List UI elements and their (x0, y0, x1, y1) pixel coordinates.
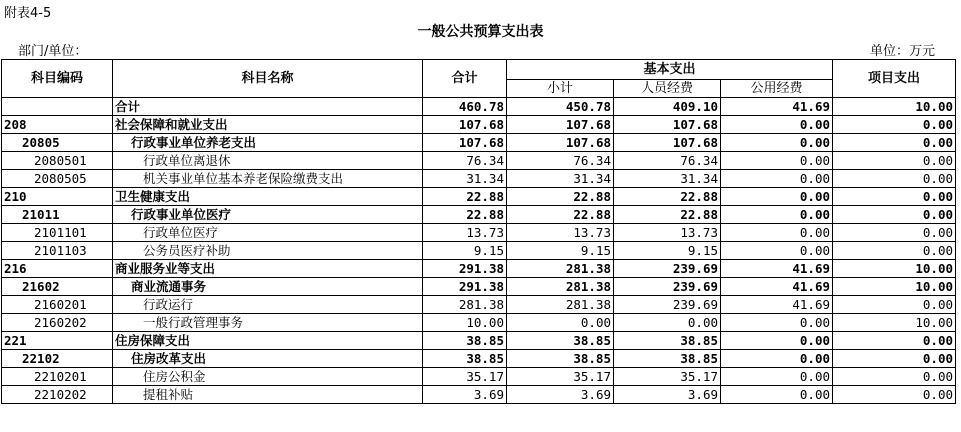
cell-name: 提租补贴 (113, 386, 423, 404)
cell-project: 0.00 (833, 242, 956, 260)
table-row (2, 152, 956, 170)
cell-name: 一般行政管理事务 (113, 314, 423, 332)
cell-code: 221 (2, 332, 113, 350)
table-row (2, 188, 956, 206)
cell-total: 38.85 (423, 350, 507, 368)
cell-name: 社会保障和就业支出 (113, 116, 423, 134)
table-row (2, 350, 956, 368)
cell-subtotal: 13.73 (507, 224, 614, 242)
cell-public: 0.00 (721, 152, 833, 170)
cell-subtotal: 0.00 (507, 314, 614, 332)
cell-code: 2160202 (2, 314, 113, 332)
cell-code: 21602 (2, 278, 113, 296)
cell-project: 0.00 (833, 116, 956, 134)
cell-subtotal: 281.38 (507, 296, 614, 314)
cell-personnel: 107.68 (614, 134, 721, 152)
cell-personnel: 239.69 (614, 278, 721, 296)
table-row (2, 170, 956, 188)
cell-code: 2080505 (2, 170, 113, 188)
cell-subtotal: 281.38 (507, 278, 614, 296)
table-row (2, 242, 956, 260)
header-personnel: 人员经费 (614, 80, 721, 98)
budget-table (1, 59, 956, 404)
page-title: 一般公共预算支出表 (417, 24, 544, 40)
table-body (2, 98, 956, 404)
cell-personnel: 3.69 (614, 386, 721, 404)
table-row (2, 116, 956, 134)
cell-total: 31.34 (423, 170, 507, 188)
header-total: 合计 (423, 60, 507, 98)
cell-total: 107.68 (423, 116, 507, 134)
cell-code: 22102 (2, 350, 113, 368)
cell-project: 0.00 (833, 152, 956, 170)
cell-personnel: 38.85 (614, 350, 721, 368)
cell-public: 41.69 (721, 260, 833, 278)
cell-name: 行政事业单位养老支出 (113, 134, 423, 152)
cell-name: 住房公积金 (113, 368, 423, 386)
cell-total: 22.88 (423, 206, 507, 224)
cell-code: 208 (2, 116, 113, 134)
cell-personnel: 239.69 (614, 296, 721, 314)
header-basic: 基本支出 (507, 60, 833, 80)
cell-public: 0.00 (721, 368, 833, 386)
cell-personnel: 38.85 (614, 332, 721, 350)
cell-subtotal: 76.34 (507, 152, 614, 170)
cell-total: 3.69 (423, 386, 507, 404)
cell-total: 291.38 (423, 260, 507, 278)
cell-subtotal: 3.69 (507, 386, 614, 404)
cell-personnel: 107.68 (614, 116, 721, 134)
cell-subtotal: 22.88 (507, 206, 614, 224)
cell-public: 41.69 (721, 98, 833, 116)
cell-personnel: 0.00 (614, 314, 721, 332)
cell-name: 住房保障支出 (113, 332, 423, 350)
cell-public: 0.00 (721, 206, 833, 224)
cell-public: 0.00 (721, 116, 833, 134)
cell-name: 行政单位离退休 (113, 152, 423, 170)
cell-code: 2210202 (2, 386, 113, 404)
cell-total: 76.34 (423, 152, 507, 170)
cell-project: 0.00 (833, 332, 956, 350)
cell-personnel: 13.73 (614, 224, 721, 242)
cell-personnel: 35.17 (614, 368, 721, 386)
cell-subtotal: 35.17 (507, 368, 614, 386)
cell-public: 0.00 (721, 314, 833, 332)
cell-subtotal: 9.15 (507, 242, 614, 260)
table-row (2, 314, 956, 332)
cell-name: 住房改革支出 (113, 350, 423, 368)
cell-project: 0.00 (833, 368, 956, 386)
table-row (2, 332, 956, 350)
cell-project: 10.00 (833, 98, 956, 116)
table-row (2, 206, 956, 224)
cell-project: 0.00 (833, 386, 956, 404)
cell-project: 0.00 (833, 206, 956, 224)
header-public: 公用经费 (721, 80, 833, 98)
table-row (2, 224, 956, 242)
table-row (2, 386, 956, 404)
cell-total: 10.00 (423, 314, 507, 332)
cell-total: 22.88 (423, 188, 507, 206)
cell-total: 460.78 (423, 98, 507, 116)
cell-public: 41.69 (721, 296, 833, 314)
cell-public: 0.00 (721, 386, 833, 404)
table-row (2, 98, 956, 116)
cell-personnel: 239.69 (614, 260, 721, 278)
cell-name: 行政单位医疗 (113, 224, 423, 242)
unit-label: 单位：万元 (869, 44, 935, 59)
dept-label: 部门/单位： (18, 44, 88, 59)
cell-project: 0.00 (833, 350, 956, 368)
cell-name: 商业服务业等支出 (113, 260, 423, 278)
table-row (2, 260, 956, 278)
cell-total: 13.73 (423, 224, 507, 242)
cell-project: 10.00 (833, 260, 956, 278)
cell-personnel: 409.10 (614, 98, 721, 116)
cell-public: 0.00 (721, 332, 833, 350)
cell-total: 35.17 (423, 368, 507, 386)
cell-name: 商业流通事务 (113, 278, 423, 296)
cell-code: 21011 (2, 206, 113, 224)
cell-personnel: 22.88 (614, 188, 721, 206)
cell-subtotal: 107.68 (507, 116, 614, 134)
cell-subtotal: 38.85 (507, 350, 614, 368)
cell-total: 107.68 (423, 134, 507, 152)
cell-public: 0.00 (721, 350, 833, 368)
cell-code: 20805 (2, 134, 113, 152)
cell-code (2, 98, 113, 116)
cell-code: 216 (2, 260, 113, 278)
cell-project: 0.00 (833, 134, 956, 152)
cell-code: 2210201 (2, 368, 113, 386)
cell-public: 0.00 (721, 242, 833, 260)
cell-public: 0.00 (721, 188, 833, 206)
cell-project: 0.00 (833, 188, 956, 206)
cell-total: 9.15 (423, 242, 507, 260)
cell-total: 38.85 (423, 332, 507, 350)
cell-project: 0.00 (833, 170, 956, 188)
cell-personnel: 31.34 (614, 170, 721, 188)
table-row (2, 278, 956, 296)
cell-name: 卫生健康支出 (113, 188, 423, 206)
cell-public: 41.69 (721, 278, 833, 296)
header-code: 科目编码 (2, 60, 113, 98)
cell-name: 机关事业单位基本养老保险缴费支出 (113, 170, 423, 188)
cell-name: 行政事业单位医疗 (113, 206, 423, 224)
cell-subtotal: 38.85 (507, 332, 614, 350)
cell-project: 0.00 (833, 224, 956, 242)
cell-public: 0.00 (721, 224, 833, 242)
cell-name: 合计 (113, 98, 423, 116)
cell-subtotal: 31.34 (507, 170, 614, 188)
cell-project: 10.00 (833, 314, 956, 332)
cell-subtotal: 450.78 (507, 98, 614, 116)
cell-code: 2101103 (2, 242, 113, 260)
cell-subtotal: 107.68 (507, 134, 614, 152)
cell-total: 281.38 (423, 296, 507, 314)
cell-personnel: 9.15 (614, 242, 721, 260)
header-project: 项目支出 (833, 60, 956, 98)
cell-project: 0.00 (833, 296, 956, 314)
appendix-label: 附表4-5 (4, 6, 52, 21)
table-row (2, 296, 956, 314)
cell-code: 2160201 (2, 296, 113, 314)
cell-subtotal: 281.38 (507, 260, 614, 278)
table-row (2, 368, 956, 386)
cell-name: 公务员医疗补助 (113, 242, 423, 260)
cell-project: 10.00 (833, 278, 956, 296)
cell-subtotal: 22.88 (507, 188, 614, 206)
table-row (2, 134, 956, 152)
header-name: 科目名称 (113, 60, 423, 98)
cell-code: 2080501 (2, 152, 113, 170)
cell-public: 0.00 (721, 170, 833, 188)
cell-total: 291.38 (423, 278, 507, 296)
cell-personnel: 76.34 (614, 152, 721, 170)
cell-code: 210 (2, 188, 113, 206)
cell-personnel: 22.88 (614, 206, 721, 224)
cell-public: 0.00 (721, 134, 833, 152)
cell-code: 2101101 (2, 224, 113, 242)
cell-name: 行政运行 (113, 296, 423, 314)
header-subtotal: 小计 (507, 80, 614, 98)
